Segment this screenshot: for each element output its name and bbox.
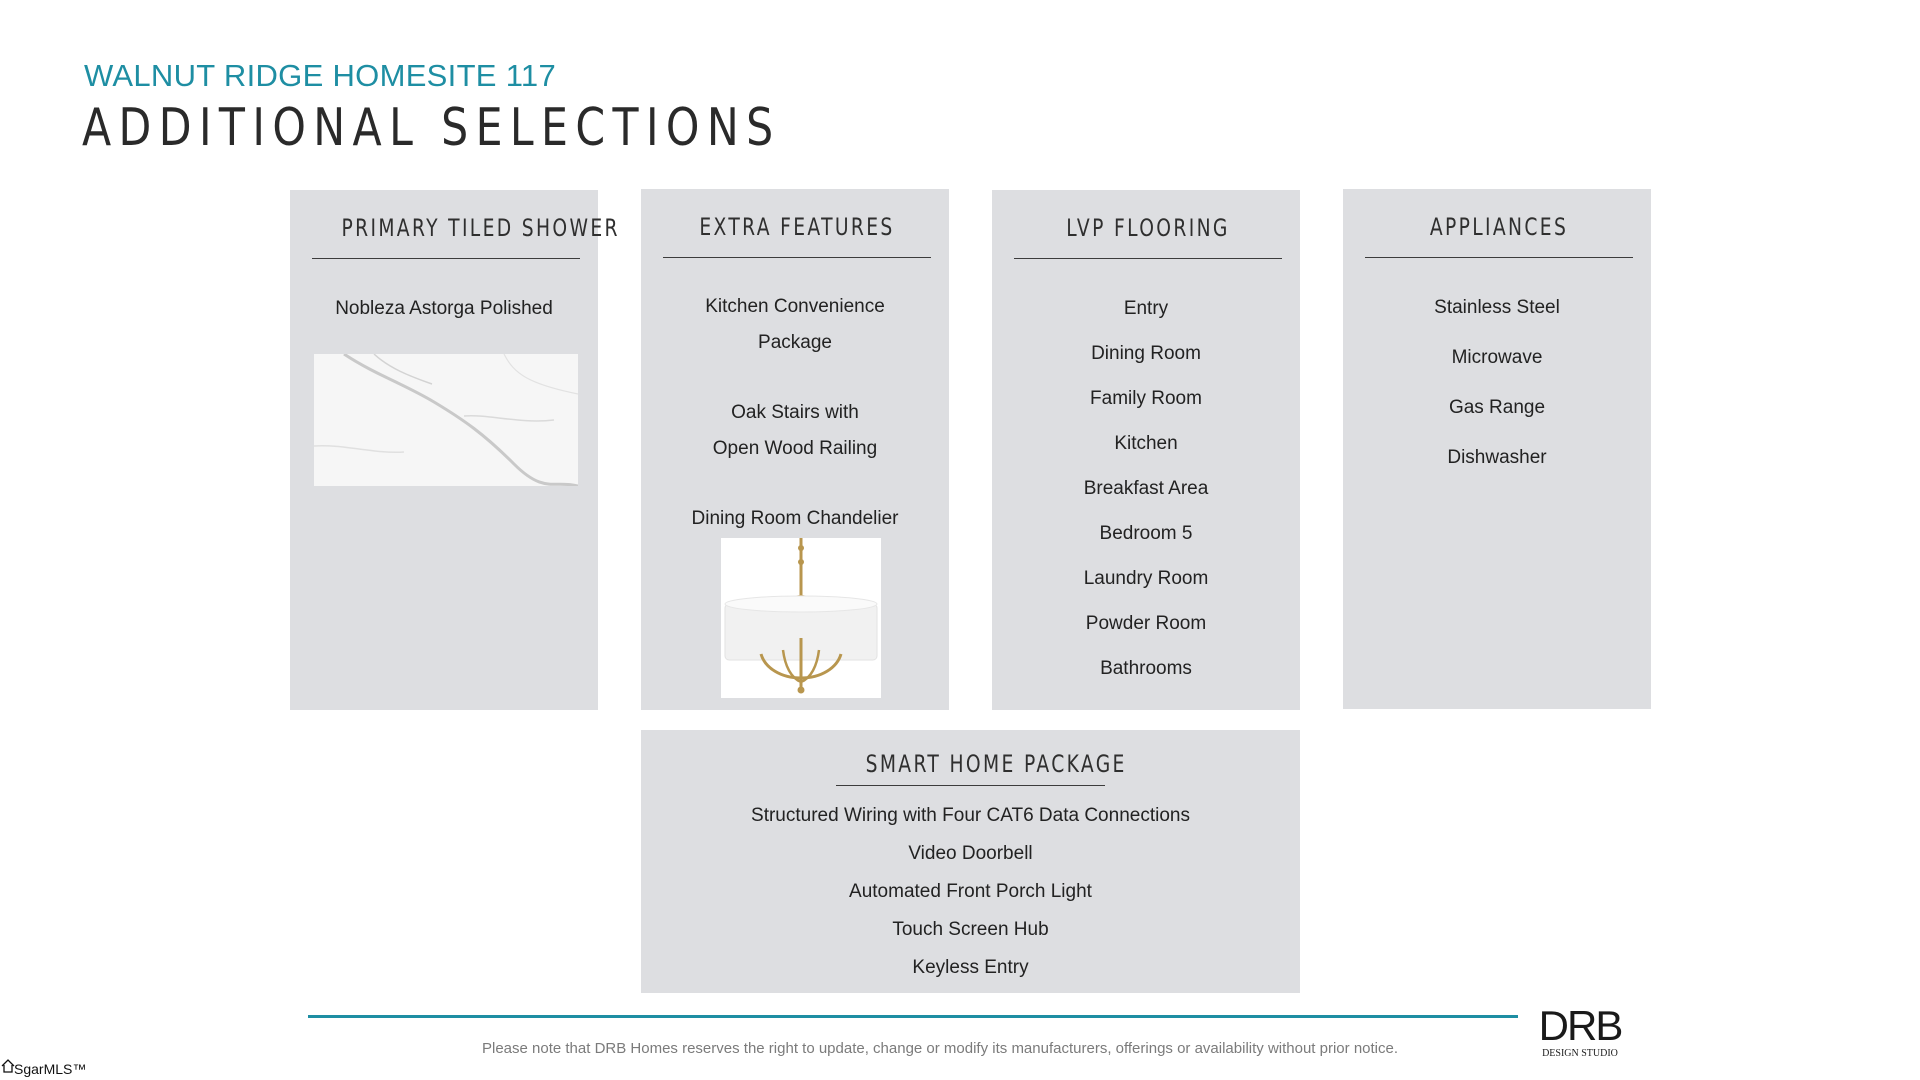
kicker-title: WALNUT RIDGE HOMESITE 117	[84, 58, 557, 93]
logo-mark: DRB	[1538, 1002, 1622, 1049]
list-item: Entry	[1123, 298, 1169, 319]
chandelier-image	[721, 538, 881, 698]
card-heading: EXTRA FEATURES	[699, 213, 895, 241]
list-item: Dishwasher	[1447, 447, 1547, 468]
card-heading: APPLIANCES	[1429, 213, 1569, 241]
list-item: Stainless Steel	[1434, 297, 1560, 318]
list-item: Structured Wiring with Four CAT6 Data Connections	[751, 805, 1190, 826]
list-item: Keyless Entry	[912, 957, 1029, 978]
list-item: Touch Screen Hub	[892, 919, 1049, 940]
card-heading-rule	[1014, 190, 1282, 259]
list-item: Family Room	[1090, 388, 1202, 409]
list-item: Powder Room	[1085, 613, 1207, 634]
list-item: Gas Range	[1448, 397, 1546, 418]
disclaimer-text: Please note that DRB Homes reserves the right to update, change or modify its manufacturers, offerings or availability without prior notice.	[482, 1040, 1399, 1057]
list-item: Automated Front Porch Light	[849, 881, 1092, 902]
card-heading-rule	[312, 190, 620, 259]
card-extra-features	[641, 189, 949, 710]
marble-tile-image	[314, 354, 578, 486]
list-item: Bathrooms	[1100, 658, 1192, 679]
drb-design-studio-logo	[1530, 1002, 1630, 1060]
list-item: Oak Stairs with	[731, 402, 859, 423]
list-item: Kitchen	[1114, 433, 1178, 454]
list-item: Dining Room	[1091, 343, 1201, 364]
mls-watermark	[0, 1058, 100, 1080]
card-smart-home-package	[641, 730, 1300, 993]
mls-label: SgarMLS™	[14, 1061, 87, 1077]
list-item: Package	[758, 332, 832, 353]
card-heading: SMART HOME PACKAGE	[865, 750, 1127, 778]
card-primary-tiled-shower	[290, 190, 620, 710]
card-heading-rule	[1365, 189, 1633, 258]
list-item: Kitchen Convenience	[705, 296, 885, 317]
list-item: Open Wood Railing	[712, 438, 878, 459]
list-item: Breakfast Area	[1083, 478, 1209, 499]
card-heading: LVP FLOORING	[1066, 214, 1230, 242]
list-item: Laundry Room	[1083, 568, 1209, 589]
footer-divider	[308, 1015, 1518, 1018]
card-lvp-flooring	[992, 190, 1300, 710]
list-item: Bedroom 5	[1099, 523, 1193, 544]
list-item: Video Doorbell	[908, 843, 1033, 864]
list-item: Dining Room Chandelier	[691, 508, 899, 529]
card-heading-rule	[836, 730, 1127, 786]
logo-subtitle: DESIGN STUDIO	[1542, 1048, 1618, 1059]
list-item: Nobleza Astorga Polished	[335, 298, 553, 319]
list-item: Microwave	[1451, 347, 1543, 368]
page-title: ADDITIONAL SELECTIONS	[82, 98, 781, 158]
card-heading: PRIMARY TILED SHOWER	[341, 214, 620, 242]
card-appliances	[1343, 189, 1651, 709]
card-heading-rule	[663, 189, 931, 258]
